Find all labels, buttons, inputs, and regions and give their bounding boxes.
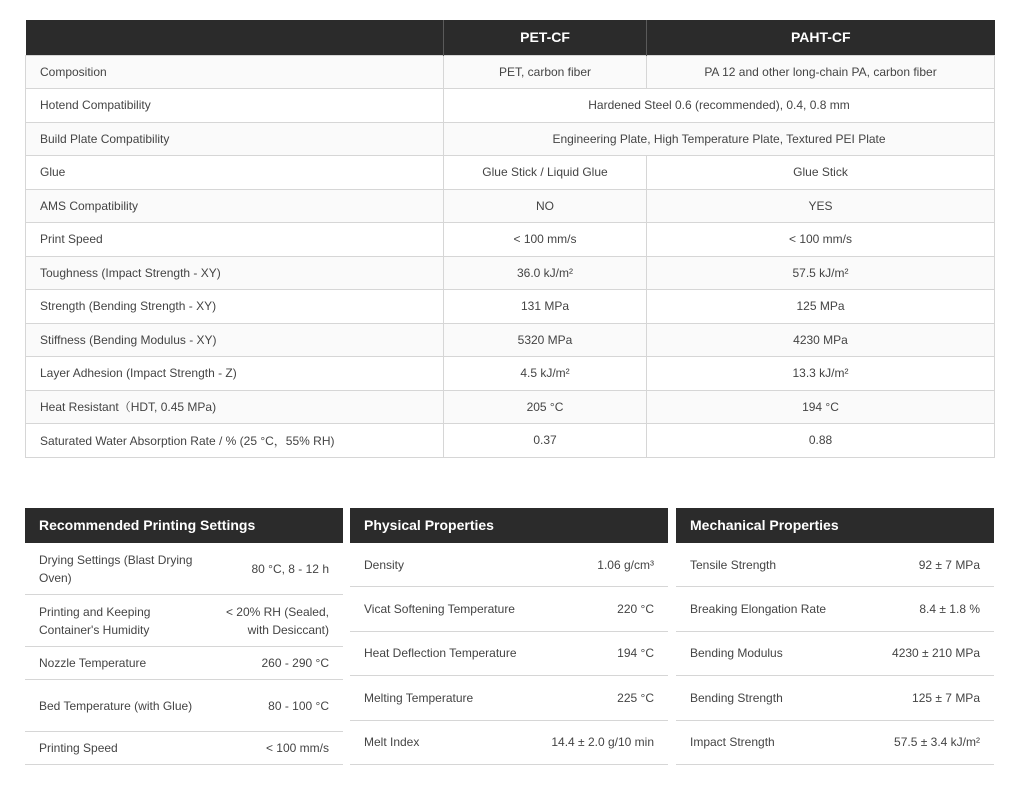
- property-value: 4230 ± 210 MPa: [892, 646, 980, 661]
- row-toughness: [26, 256, 995, 290]
- settings-row: [25, 543, 343, 595]
- settings-row: [25, 680, 343, 732]
- property-row: [676, 587, 994, 631]
- property-label: Melt Index: [364, 735, 420, 750]
- settings-row: [25, 595, 343, 647]
- paht-cf-value: 57.5 kJ/m²: [647, 256, 995, 290]
- property-row: [350, 721, 668, 765]
- row-water-absorption: [26, 424, 995, 458]
- mechanical-properties-title: Mechanical Properties: [676, 508, 994, 543]
- property-value: 8.4 ± 1.8 %: [919, 602, 980, 617]
- pet-cf-value: 131 MPa: [444, 290, 647, 324]
- paht-cf-value: 4230 MPa: [647, 323, 995, 357]
- row-composition: [26, 55, 995, 89]
- property-label: Bending Modulus: [690, 646, 783, 661]
- comparison-table: [25, 20, 995, 458]
- row-label: Print Speed: [26, 223, 444, 257]
- property-label: Melting Temperature: [364, 690, 474, 705]
- property-label: Bending Strength: [690, 690, 783, 705]
- header-blank: [26, 20, 444, 55]
- row-print-speed: [26, 223, 995, 257]
- pet-cf-value: PET, carbon fiber: [444, 55, 647, 89]
- property-value: 125 ± 7 MPa: [912, 690, 980, 705]
- property-value: 1.06 g/cm³: [597, 557, 654, 572]
- property-value: 220 °C: [617, 602, 654, 617]
- row-strength: [26, 290, 995, 324]
- settings-row: [25, 647, 343, 680]
- pet-cf-value: 36.0 kJ/m²: [444, 256, 647, 290]
- row-label: Strength (Bending Strength - XY): [26, 290, 444, 324]
- property-label: Heat Deflection Temperature: [364, 646, 517, 661]
- row-ams-compatibility: [26, 189, 995, 223]
- setting-label: Drying Settings (Blast Drying Oven): [39, 552, 193, 585]
- row-label: Build Plate Compatibility: [26, 122, 444, 156]
- settings-row: [25, 732, 343, 765]
- paht-cf-value: 125 MPa: [647, 290, 995, 324]
- property-row: [676, 543, 994, 587]
- header-pet-cf: PET-CF: [444, 20, 647, 55]
- physical-properties-panel: [350, 508, 668, 765]
- property-label: Breaking Elongation Rate: [690, 602, 827, 617]
- row-layer-adhesion: [26, 357, 995, 391]
- pet-cf-value: 205 °C: [444, 390, 647, 424]
- property-row: [350, 543, 668, 587]
- row-hotend-compatibility: [26, 89, 995, 123]
- row-label: Stiffness (Bending Modulus - XY): [26, 323, 444, 357]
- setting-value: < 20% RH (Sealed, with Desiccant): [225, 604, 329, 637]
- row-label: Hotend Compatibility: [26, 89, 444, 123]
- property-value: 225 °C: [617, 690, 654, 705]
- row-label: AMS Compatibility: [26, 189, 444, 223]
- property-row: [350, 676, 668, 720]
- pet-cf-value: 5320 MPa: [444, 323, 647, 357]
- paht-cf-value: 13.3 kJ/m²: [647, 357, 995, 391]
- row-heat-resistant: [26, 390, 995, 424]
- pet-cf-value: 4.5 kJ/m²: [444, 357, 647, 391]
- setting-value: 260 - 290 °C: [261, 656, 329, 670]
- pet-cf-value: < 100 mm/s: [444, 223, 647, 257]
- property-row: [676, 676, 994, 720]
- physical-properties-title: Physical Properties: [350, 508, 668, 543]
- row-glue: [26, 156, 995, 190]
- row-stiffness: [26, 323, 995, 357]
- row-label: Saturated Water Absorption Rate / % (25 °C，55% RH): [26, 424, 444, 458]
- paht-cf-value: < 100 mm/s: [647, 223, 995, 257]
- comparison-header-row: [26, 20, 995, 55]
- row-label: Composition: [26, 55, 444, 89]
- paht-cf-value: Glue Stick: [647, 156, 995, 190]
- row-label: Toughness (Impact Strength - XY): [26, 256, 444, 290]
- property-row: [676, 632, 994, 676]
- printing-settings-title: Recommended Printing Settings: [25, 508, 343, 543]
- property-label: Impact Strength: [690, 735, 775, 750]
- property-value: 14.4 ± 2.0 g/10 min: [551, 735, 654, 750]
- setting-value: 80 °C, 8 - 12 h: [251, 561, 329, 576]
- setting-value: 80 - 100 °C: [268, 698, 329, 713]
- paht-cf-value: 194 °C: [647, 390, 995, 424]
- paht-cf-value: YES: [647, 189, 995, 223]
- property-label: Density: [364, 557, 405, 572]
- shared-value: Hardened Steel 0.6 (recommended), 0.4, 0.8 mm: [444, 89, 995, 123]
- pet-cf-value: NO: [444, 189, 647, 223]
- shared-value: Engineering Plate, High Temperature Plate, Textured PEI Plate: [444, 122, 995, 156]
- property-value: 57.5 ± 3.4 kJ/m²: [894, 735, 980, 750]
- setting-label: Printing and Keeping Container's Humidity: [39, 604, 151, 637]
- paht-cf-value: PA 12 and other long-chain PA, carbon fiber: [647, 55, 995, 89]
- row-label: Heat Resistant（HDT, 0.45 MPa): [26, 390, 444, 424]
- property-value: 194 °C: [617, 646, 654, 661]
- property-row: [350, 587, 668, 631]
- row-build-plate-compatibility: [26, 122, 995, 156]
- header-paht-cf: PAHT-CF: [647, 20, 995, 55]
- property-row: [676, 721, 994, 765]
- row-label: Glue: [26, 156, 444, 190]
- paht-cf-value: 0.88: [647, 424, 995, 458]
- property-label: Tensile Strength: [690, 557, 777, 572]
- setting-label: Nozzle Temperature: [39, 656, 147, 670]
- property-value: 92 ± 7 MPa: [918, 557, 980, 572]
- row-label: Layer Adhesion (Impact Strength - Z): [26, 357, 444, 391]
- mechanical-properties-panel: [676, 508, 994, 765]
- pet-cf-value: Glue Stick / Liquid Glue: [444, 156, 647, 190]
- setting-value: < 100 mm/s: [265, 741, 329, 755]
- setting-label: Bed Temperature (with Glue): [39, 698, 193, 713]
- setting-label: Printing Speed: [39, 741, 118, 755]
- property-row: [350, 632, 668, 676]
- property-label: Vicat Softening Temperature: [364, 602, 515, 617]
- pet-cf-value: 0.37: [444, 424, 647, 458]
- printing-settings-panel: [25, 508, 343, 765]
